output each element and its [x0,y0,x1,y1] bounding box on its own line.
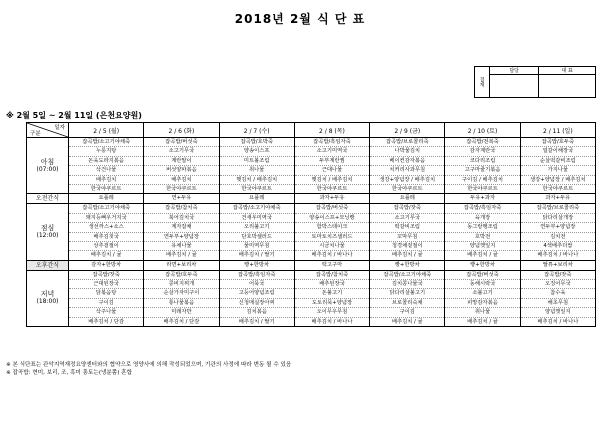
breakfast-row [27,138,596,194]
menu-item: 육개장 [445,214,519,223]
menu-item: 도토리묵+양념장 [295,299,369,308]
menu-item: 통나물볶음 [144,299,218,308]
snack-cell: 두유+과자 [445,194,520,204]
footnote: ※ 본 식단표는 관악지역재정요양센터와의 협약으로 영양사에 의해 작성되었으며, 기관의 사정에 따라 변동 될 수 있음 [6,362,292,368]
menu-item: 배추김치 [144,176,218,185]
menu-item: 한국야쿠르트 [467,185,498,192]
day-header: 2 / 6 (화) [144,123,219,138]
menu-item: 두부계란찜 [295,157,369,166]
menu-item: 떡갈비조림 [370,223,444,232]
menu-cell [294,204,369,260]
approval-label: 결재 [475,67,490,98]
menu-item: 배추김치 / 귤 [391,252,423,259]
snack-cell: 과자+두유 [520,194,595,204]
menu-item: 닭볶음탕 [69,289,143,298]
menu-item: 배추김치 / 귤 [166,252,197,259]
menu-item: 한국야쿠르트 [391,185,423,192]
menu-item: 베이컨감자볶음 [370,157,444,166]
menu-item: 김치볶음 [220,308,294,317]
lunch-row [27,204,596,260]
menu-item: 배추김치 / 귤 [467,252,498,259]
meal-name: 점심 [40,224,55,233]
menu-item: 잡곡밥/전복죽 [445,138,519,147]
menu-item: 치커리사과무침 [370,166,444,175]
menu-item: 배추김치 / 바나나 [311,252,353,259]
menu-item: 잡곡밥/호박죽 [220,138,294,147]
day-header: 2 / 7 (수) [219,123,294,138]
menu-item: 소고기무국 [370,214,444,223]
menu-item: 생강+양념장 / 배추김치 [521,176,595,185]
snack-cell: 감자+한방차 [69,260,144,270]
dinner-row [27,270,596,326]
menu-item: 잡곡밥/잣죽 [69,271,143,280]
menu-cell [69,270,144,326]
menu-item: 순살가자미구이 [144,289,218,298]
meal-name: 저녁 [40,290,55,299]
morning-snack-row [27,194,596,204]
menu-item: 고등어양념조림 [220,289,294,298]
menu-item: 단호박샐러드 [220,233,294,242]
menu-item: 해초무침 [521,299,595,308]
menu-item: 배추김치 / 바나나 [537,318,579,325]
menu-item: 청경채겉절이 [370,242,444,251]
menu-item: 배추김치 / 단감 [163,318,200,325]
day-header: 2 / 8 (목) [294,123,369,138]
corner-category-label: 구분 [30,131,41,137]
menu-table [26,122,596,327]
menu-item: 배추된장국 [295,280,369,289]
menu-item: 잡곡밥/브로콜리죽 [521,204,595,213]
menu-item: 피망감자볶음 [445,299,519,308]
meal-time: (18:00) [36,298,59,306]
menu-item: 4색배추더쌈 [521,242,595,251]
meal-time: (12:00) [36,232,59,240]
menu-cell [69,138,144,194]
menu-item: 잡곡밥/잣죽 [521,271,595,280]
menu-item: 콩비지찌개 [144,280,218,289]
menu-item: 근대나물 [295,166,369,175]
menu-item: 잡곡밥/버섯죽 [445,271,519,280]
menu-item: 소고기무국 [144,147,218,156]
menu-cell [520,270,595,326]
menu-item: 잡곡밥/버섯죽 [144,138,218,147]
menu-item: 잡곡밥/흑임자죽 [445,204,519,213]
menu-item: 배추김치 / 바나나 [311,318,353,325]
snack-cell: 요플레 [370,194,445,204]
menu-item: 감자계란국 [445,147,519,156]
menu-item: 배추김치 / 단감 [88,318,125,325]
menu-item: 미래자반 [144,308,218,317]
menu-item: 양송이스프+모닝빵 [295,214,369,223]
menu-cell [520,204,595,260]
menu-item: 계자잡채 [144,223,218,232]
menu-item: 연두부+양념장 [521,223,595,232]
meal-label [27,204,69,260]
menu-item: 잡곡밥/흑임자죽 [220,271,294,280]
snack-label: 오후간식 [27,260,69,270]
menu-item: 얼갈이해장국 [521,147,595,156]
approval-col-staff: 담당 [490,67,539,75]
menu-item: 구이김 [69,299,143,308]
menu-item: 오징어무국 [521,280,595,289]
menu-item: 소불고기 [445,289,519,298]
menu-item: 잡곡밥/소고기야채죽 [220,204,294,213]
menu-item: 한국야쿠르트 [542,185,574,192]
menu-item: 배추김치 [69,176,143,185]
menu-cell [370,138,445,194]
menu-item: 구이김 [370,308,444,317]
menu-item: 버섯양파볶음 [144,166,218,175]
corner-date-label: 일자 [54,125,65,131]
snack-cell: 빵+한방차 [219,260,294,270]
day-header: 2 / 5 (월) [69,123,144,138]
snack-cell: 연+두유 [144,194,219,204]
menu-item: 오이무우무침 [295,308,369,317]
menu-item: 동해시락국 [445,280,519,289]
menu-cell [294,270,369,326]
snack-cell: 빵+한방차 [445,260,520,270]
meal-label [27,138,69,194]
menu-cell [445,270,520,326]
menu-item: 소고기미역국 [295,147,369,156]
meal-label [27,270,69,326]
menu-item: 참수육 [521,289,595,298]
menu-item: 양념깻잎지 [521,308,595,317]
menu-item: 잡곡밥/호두죽 [144,271,218,280]
page-title: 2018년 2월 식 단 표 [234,12,366,26]
subtitle: ※ 2월 5일 ~ 2월 11일 (은천요양원) [6,111,142,120]
menu-item: 잡곡밥/소고기야채죽 [69,204,143,213]
approval-sign-staff[interactable] [490,75,539,98]
footnote: ※ 잡곡밥: 현미, 보리, 조, 흑미 흥토는(냉분쫌) 혼합 [6,370,132,376]
menu-cell [370,204,445,260]
menu-item: 돈육도라지볶음 [69,157,143,166]
menu-cell [219,138,294,194]
menu-item: 한국야쿠르트 [166,185,197,192]
menu-item: 건새우미역국 [220,214,294,223]
menu-item: 어묵국 [220,280,294,289]
menu-item: 잡곡밥/소고기야채죽 [69,138,143,147]
menu-item: 생강+양념장 / 배추김치 [370,176,444,185]
menu-item: 오리불고기 [220,223,294,232]
menu-item: 누룽지탕 [69,147,143,156]
menu-item: 배추김치 / 딸기 [238,318,275,325]
menu-item: 계란말이 [144,157,218,166]
footnotes [6,361,291,377]
menu-item: 배추김치 / 바나나 [537,252,579,259]
approval-sign-director[interactable] [539,75,596,98]
menu-cell [144,138,219,194]
day-header: 2 / 9 (금) [370,123,445,138]
day-header: 2 / 11 (일) [520,123,595,138]
menu-item: 구이김 / 배추김치 [445,176,519,185]
snack-cell: 요플레 [219,194,294,204]
menu-item: 잡곡밥/흑임자죽 [295,138,369,147]
menu-item: 함박스테이크 [295,223,369,232]
menu-item: 연두부+양념장 [144,233,218,242]
snack-cell: 빵+한방차 [370,260,445,270]
menu-item: 취나물 [445,308,519,317]
menu-cell [445,138,520,194]
menu-item: 배추김치 / 귤 [467,318,498,325]
menu-item: 순살떡갈비조림 [521,157,595,166]
menu-item: 잡곡밥/소고기야채죽 [370,271,444,280]
menu-item: 잡곡밥/잣죽 [370,204,444,213]
approval-col-director: 대 표 [539,67,596,75]
menu-item: 배추김치 / 딸기 [238,252,275,259]
menu-item: 브로콜리숙채 [370,299,444,308]
menu-cell [69,204,144,260]
menu-item: 삭주나물 [69,308,143,317]
day-header: 2 / 10 (토) [445,123,520,138]
snack-cell: 요플레 [69,194,144,204]
menu-item: 잡곡밥/버섯죽 [295,204,369,213]
menu-item: 햇김치 / 배추김치 [220,176,294,185]
menu-item: 잡곡밥/호두죽 [521,138,595,147]
menu-item: 꼬막무침 [370,233,444,242]
meal-time: (07:00) [36,165,59,173]
snack-cell: 과자+두유 [294,194,369,204]
menu-item: 가지나물 [521,166,595,175]
menu-item: 나박물김치 [370,147,444,156]
menu-item: 잡곡밥/브로콜리죽 [370,138,444,147]
menu-item: 닭다리살개장 [521,214,595,223]
approval-box [474,66,596,98]
menu-cell [219,204,294,260]
corner-header [27,123,69,138]
menu-item: 시금치나물 [295,242,369,251]
menu-item: 양념깻잎지 [445,242,519,251]
menu-item: 미트볼조림 [220,157,294,166]
menu-item: 돼지등뼈우거지국 [69,214,143,223]
menu-item: 유채나물 [144,242,218,251]
menu-item: 상추겉절이 [69,242,143,251]
menu-item: 돈불고기 [295,289,369,298]
snack-cell: 라면+보리차 [144,260,219,270]
menu-item: 배추김칫국 [69,233,143,242]
menu-cell [370,270,445,326]
menu-item: 배추김치 / 귤 [391,318,423,325]
afternoon-snack-row [27,260,596,270]
menu-item: 잡곡밥/참치죽 [295,271,369,280]
menu-item: 물미역무침 [220,242,294,251]
menu-item: 동그랑땡조림 [445,223,519,232]
menu-item: 신청매실장아찌 [220,299,294,308]
menu-item: 고구마줄기볶음 [445,166,519,175]
menu-item: 한국야쿠르트 [241,185,273,192]
meal-name: 아침 [40,157,55,166]
menu-item: 토마토치즈샐러드 [295,233,369,242]
menu-item: 호박전 [445,233,519,242]
menu-cell [520,138,595,194]
menu-item: 한국야쿠르트 [90,185,122,192]
menu-cell [144,270,219,326]
menu-item: 북어김치국 [144,214,218,223]
menu-item: 근대된장국 [69,280,143,289]
menu-item: 생선까스+소스 [69,223,143,232]
menu-cell [445,204,520,260]
menu-item: 김치콩나물국 [370,280,444,289]
menu-item: 한국야쿠르트 [316,185,348,192]
menu-item: 삭건나물 [69,166,143,175]
menu-item: 햇김치 / 배추김치 [295,176,369,185]
snack-label: 오전간식 [27,194,69,204]
menu-item: 닭다리살불고기 [370,289,444,298]
snack-cell: 딸튜+보리차 [520,260,595,270]
menu-cell [144,204,219,260]
menu-item: 양송이스프 [220,147,294,156]
menu-cell [294,138,369,194]
snack-cell: 떡고구마 [294,260,369,270]
menu-item: 배추김치 / 귤 [90,252,122,259]
menu-cell [219,270,294,326]
menu-item: 코다리조림 [445,157,519,166]
menu-item: 잡곡밥/참치죽 [144,204,218,213]
menu-item: 김치전 [521,233,595,242]
menu-item: 취나물 [220,166,294,175]
